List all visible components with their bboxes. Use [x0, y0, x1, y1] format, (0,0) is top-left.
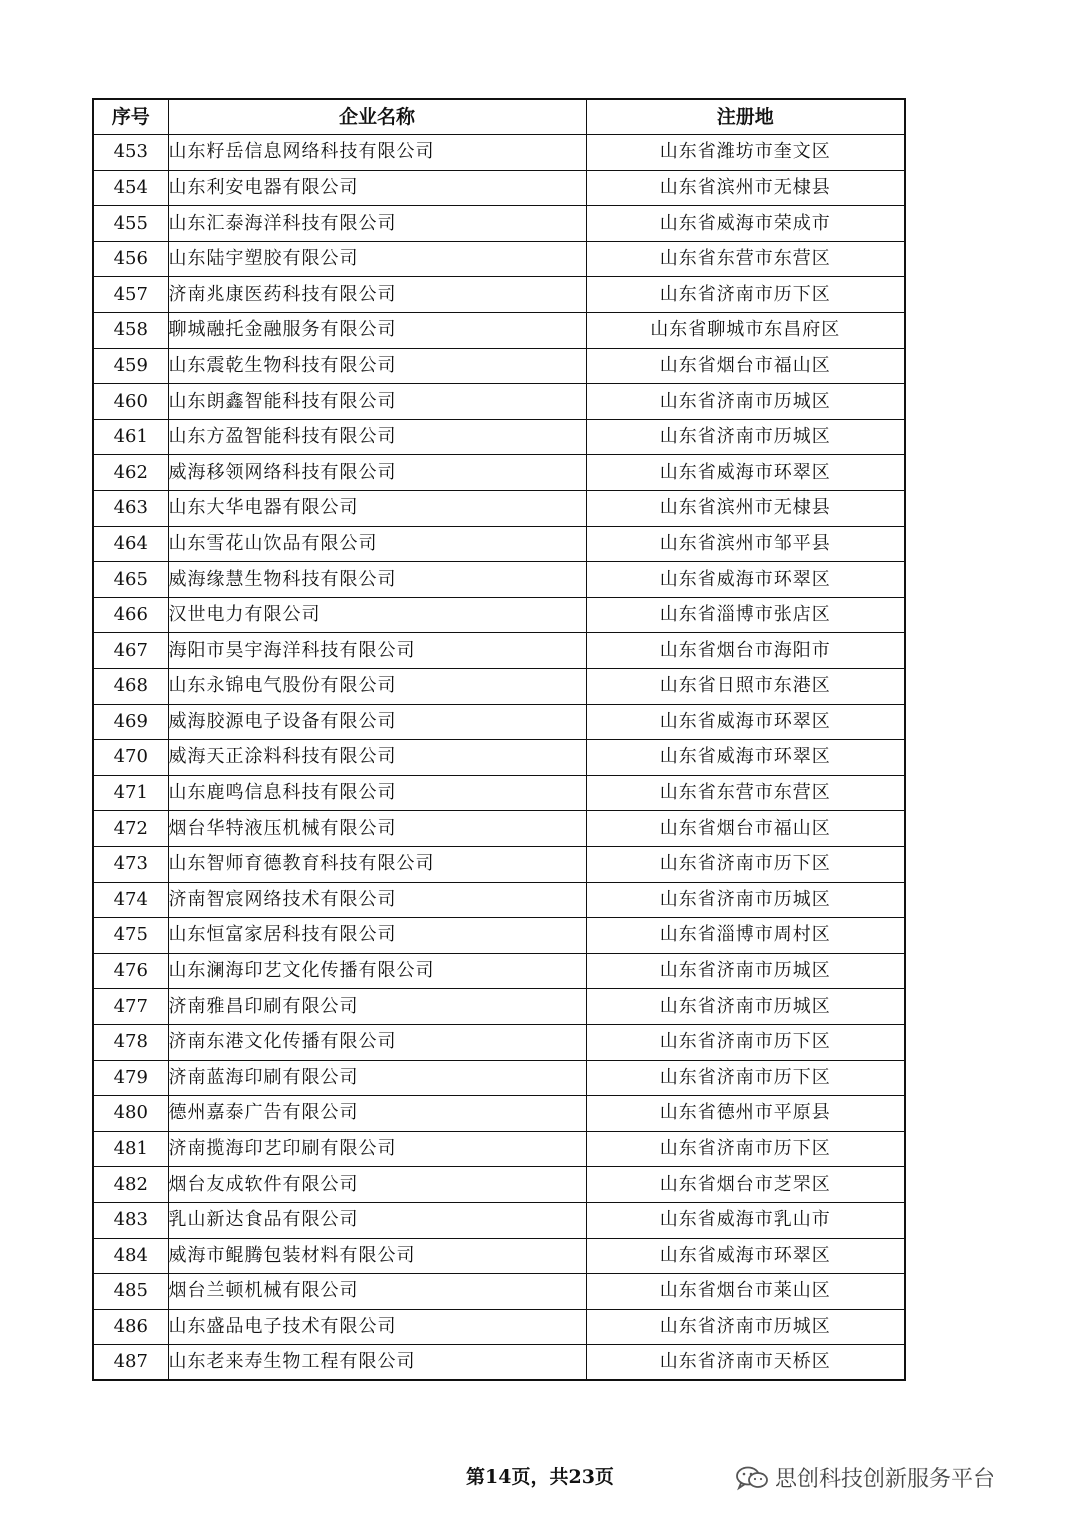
table-row [93, 313, 905, 349]
row-seq: 461 [93, 419, 168, 455]
row-seq: 468 [93, 669, 168, 705]
row-registered-location: 山东省威海市环翠区 [586, 1238, 905, 1274]
row-registered-location: 山东省济南市历下区 [586, 1060, 905, 1096]
row-company-name: 德州嘉泰广告有限公司 [168, 1096, 586, 1132]
row-seq: 478 [93, 1024, 168, 1060]
row-seq: 487 [93, 1345, 168, 1381]
row-seq: 480 [93, 1096, 168, 1132]
row-seq: 457 [93, 277, 168, 313]
table-row [93, 419, 905, 455]
row-company-name: 山东籽岳信息网络科技有限公司 [168, 135, 586, 171]
table-row [93, 348, 905, 384]
row-company-name: 威海胶源电子设备有限公司 [168, 704, 586, 740]
table-row [93, 775, 905, 811]
table-row [93, 491, 905, 527]
row-registered-location: 山东省济南市历城区 [586, 882, 905, 918]
row-company-name: 威海缘慧生物科技有限公司 [168, 562, 586, 598]
row-registered-location: 山东省威海市荣成市 [586, 206, 905, 242]
row-seq: 474 [93, 882, 168, 918]
row-seq: 453 [93, 135, 168, 171]
row-seq: 473 [93, 846, 168, 882]
row-company-name: 山东老来寿生物工程有限公司 [168, 1345, 586, 1381]
table-row [93, 384, 905, 420]
table-row [93, 1202, 905, 1238]
row-company-name: 聊城融托金融服务有限公司 [168, 313, 586, 349]
row-seq: 482 [93, 1167, 168, 1203]
row-seq: 471 [93, 775, 168, 811]
page-number: 第14页，共23页 [466, 1466, 614, 1488]
row-company-name: 济南东港文化传播有限公司 [168, 1024, 586, 1060]
row-seq: 458 [93, 313, 168, 349]
row-registered-location: 山东省烟台市福山区 [586, 348, 905, 384]
row-seq: 483 [93, 1202, 168, 1238]
row-registered-location: 山东省东营市东营区 [586, 775, 905, 811]
row-company-name: 山东恒富家居科技有限公司 [168, 918, 586, 954]
table-row [93, 455, 905, 491]
row-registered-location: 山东省济南市历下区 [586, 846, 905, 882]
row-registered-location: 山东省威海市乳山市 [586, 1202, 905, 1238]
row-registered-location: 山东省济南市历下区 [586, 277, 905, 313]
table-header-row [93, 99, 905, 135]
row-company-name: 烟台友成软件有限公司 [168, 1167, 586, 1203]
table-row [93, 633, 905, 669]
row-registered-location: 山东省烟台市莱山区 [586, 1274, 905, 1310]
table-row [93, 526, 905, 562]
row-company-name: 山东汇泰海洋科技有限公司 [168, 206, 586, 242]
row-company-name: 济南智宸网络技术有限公司 [168, 882, 586, 918]
table-body [93, 135, 905, 1381]
row-registered-location: 山东省聊城市东昌府区 [586, 313, 905, 349]
table-row [93, 882, 905, 918]
table-row [93, 277, 905, 313]
row-seq: 476 [93, 953, 168, 989]
table-row [93, 597, 905, 633]
table-row [93, 1096, 905, 1132]
company-list-table [92, 98, 906, 1381]
table-row [93, 1345, 905, 1381]
row-seq: 470 [93, 740, 168, 776]
row-company-name: 山东陆宇塑胶有限公司 [168, 241, 586, 277]
row-seq: 485 [93, 1274, 168, 1310]
row-registered-location: 山东省潍坊市奎文区 [586, 135, 905, 171]
row-company-name: 威海市鲲腾包装材料有限公司 [168, 1238, 586, 1274]
row-registered-location: 山东省威海市环翠区 [586, 740, 905, 776]
row-company-name: 济南兆康医药科技有限公司 [168, 277, 586, 313]
row-registered-location: 山东省威海市环翠区 [586, 562, 905, 598]
row-seq: 455 [93, 206, 168, 242]
table-row [93, 846, 905, 882]
row-company-name: 山东永锦电气股份有限公司 [168, 669, 586, 705]
row-company-name: 山东澜海印艺文化传播有限公司 [168, 953, 586, 989]
row-seq: 454 [93, 170, 168, 206]
row-company-name: 山东大华电器有限公司 [168, 491, 586, 527]
row-seq: 475 [93, 918, 168, 954]
row-registered-location: 山东省滨州市无棣县 [586, 170, 905, 206]
row-company-name: 山东方盈智能科技有限公司 [168, 419, 586, 455]
row-company-name: 威海移领网络科技有限公司 [168, 455, 586, 491]
table-row [93, 1274, 905, 1310]
table-row [93, 241, 905, 277]
table-row [93, 1060, 905, 1096]
row-seq: 466 [93, 597, 168, 633]
row-registered-location: 山东省滨州市无棣县 [586, 491, 905, 527]
row-registered-location: 山东省济南市历城区 [586, 1309, 905, 1345]
table-row [93, 1167, 905, 1203]
row-seq: 456 [93, 241, 168, 277]
row-company-name: 烟台兰顿机械有限公司 [168, 1274, 586, 1310]
row-registered-location: 山东省济南市历下区 [586, 1024, 905, 1060]
row-registered-location: 山东省济南市天桥区 [586, 1345, 905, 1381]
row-company-name: 山东鹿鸣信息科技有限公司 [168, 775, 586, 811]
row-registered-location: 山东省济南市历城区 [586, 419, 905, 455]
row-registered-location: 山东省烟台市芝罘区 [586, 1167, 905, 1203]
row-company-name: 山东朗鑫智能科技有限公司 [168, 384, 586, 420]
table-row [93, 206, 905, 242]
row-seq: 477 [93, 989, 168, 1025]
table-row [93, 989, 905, 1025]
row-registered-location: 山东省德州市平原县 [586, 1096, 905, 1132]
row-seq: 464 [93, 526, 168, 562]
row-company-name: 海阳市昊宇海洋科技有限公司 [168, 633, 586, 669]
table-row [93, 1309, 905, 1345]
row-company-name: 山东雪花山饮品有限公司 [168, 526, 586, 562]
header-registered-location: 注册地 [586, 99, 905, 135]
table-row [93, 562, 905, 598]
table-row [93, 953, 905, 989]
table-row [93, 135, 905, 171]
row-seq: 462 [93, 455, 168, 491]
row-seq: 467 [93, 633, 168, 669]
row-seq: 459 [93, 348, 168, 384]
row-registered-location: 山东省济南市历城区 [586, 384, 905, 420]
table-row [93, 1238, 905, 1274]
row-registered-location: 山东省威海市环翠区 [586, 455, 905, 491]
row-registered-location: 山东省威海市环翠区 [586, 704, 905, 740]
row-seq: 481 [93, 1131, 168, 1167]
watermark [735, 1462, 995, 1493]
row-registered-location: 山东省济南市历城区 [586, 989, 905, 1025]
row-company-name: 山东利安电器有限公司 [168, 170, 586, 206]
row-company-name: 济南蓝海印刷有限公司 [168, 1060, 586, 1096]
row-seq: 472 [93, 811, 168, 847]
table-row [93, 669, 905, 705]
table-row [93, 1024, 905, 1060]
row-seq: 469 [93, 704, 168, 740]
row-seq: 465 [93, 562, 168, 598]
row-company-name: 济南揽海印艺印刷有限公司 [168, 1131, 586, 1167]
row-registered-location: 山东省淄博市张店区 [586, 597, 905, 633]
row-registered-location: 山东省济南市历城区 [586, 953, 905, 989]
table-row [93, 918, 905, 954]
table-row [93, 740, 905, 776]
row-registered-location: 山东省日照市东港区 [586, 669, 905, 705]
row-registered-location: 山东省淄博市周村区 [586, 918, 905, 954]
header-seq: 序号 [93, 99, 168, 135]
row-registered-location: 山东省烟台市福山区 [586, 811, 905, 847]
row-registered-location: 山东省东营市东营区 [586, 241, 905, 277]
row-company-name: 烟台华特液压机械有限公司 [168, 811, 586, 847]
watermark-text: 思创科技创新服务平台 [775, 1467, 996, 1492]
header-company-name: 企业名称 [168, 99, 586, 135]
row-registered-location: 山东省烟台市海阳市 [586, 633, 905, 669]
table-row [93, 704, 905, 740]
table-row [93, 170, 905, 206]
row-registered-location: 山东省济南市历下区 [586, 1131, 905, 1167]
row-company-name: 济南雅昌印刷有限公司 [168, 989, 586, 1025]
table-row [93, 811, 905, 847]
row-company-name: 乳山新达食品有限公司 [168, 1202, 586, 1238]
row-seq: 479 [93, 1060, 168, 1096]
row-registered-location: 山东省滨州市邹平县 [586, 526, 905, 562]
row-seq: 460 [93, 384, 168, 420]
row-seq: 484 [93, 1238, 168, 1274]
row-company-name: 山东盛品电子技术有限公司 [168, 1309, 586, 1345]
row-seq: 463 [93, 491, 168, 527]
row-company-name: 山东震乾生物科技有限公司 [168, 348, 586, 384]
wechat-icon [735, 1465, 769, 1491]
row-company-name: 汉世电力有限公司 [168, 597, 586, 633]
row-company-name: 威海天正涂料科技有限公司 [168, 740, 586, 776]
table-row [93, 1131, 905, 1167]
row-company-name: 山东智师育德教育科技有限公司 [168, 846, 586, 882]
row-seq: 486 [93, 1309, 168, 1345]
